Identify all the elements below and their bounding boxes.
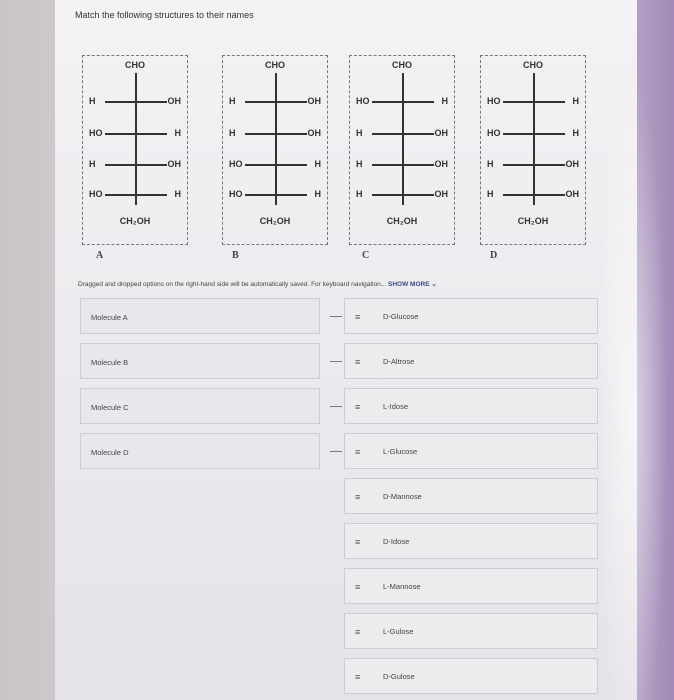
draggable-option[interactable] xyxy=(344,523,598,559)
match-row xyxy=(80,613,596,651)
stereocenter-bond xyxy=(105,194,167,196)
left-substituent: HO xyxy=(89,128,103,138)
draggable-option[interactable] xyxy=(344,478,598,514)
right-substituent: OH xyxy=(434,189,448,199)
draggable-option[interactable] xyxy=(344,388,598,424)
match-row xyxy=(80,298,596,336)
left-substituent: H xyxy=(89,96,96,106)
aldehyde-group: CHO xyxy=(392,60,412,70)
draggable-option[interactable] xyxy=(344,343,598,379)
right-substituent: OH xyxy=(565,189,579,199)
right-substituent: H xyxy=(174,128,181,138)
match-row xyxy=(80,433,596,471)
match-row xyxy=(80,343,596,381)
match-row xyxy=(80,523,596,561)
right-substituent: OH xyxy=(434,159,448,169)
connector-line xyxy=(330,406,342,407)
draggable-option[interactable] xyxy=(344,658,598,694)
right-substituent: OH xyxy=(167,159,181,169)
drag-handle-icon[interactable]: ≡ xyxy=(355,402,360,412)
option-label: D-Mannose xyxy=(383,492,422,501)
match-row xyxy=(80,568,596,606)
stereocenter-bond xyxy=(372,101,434,103)
draggable-option[interactable] xyxy=(344,613,598,649)
option-label: D-Gulose xyxy=(383,672,415,681)
drop-target[interactable]: Molecule C xyxy=(80,388,320,424)
left-substituent: H xyxy=(487,159,494,169)
drag-handle-icon[interactable]: ≡ xyxy=(355,492,360,502)
right-substituent: H xyxy=(572,128,579,138)
fischer-projection-d xyxy=(480,55,586,245)
stereocenter-bond xyxy=(105,164,167,166)
carbon-backbone xyxy=(402,73,404,205)
structure-letter: D xyxy=(490,250,498,261)
structure-letter: B xyxy=(232,250,239,261)
structure-letter: C xyxy=(362,250,370,261)
stereocenter-bond xyxy=(503,164,565,166)
match-row xyxy=(80,388,596,426)
right-substituent: H xyxy=(314,189,321,199)
left-substituent: H xyxy=(356,159,363,169)
right-substituent: H xyxy=(314,159,321,169)
right-substituent: OH xyxy=(167,96,181,106)
stereocenter-bond xyxy=(372,133,434,135)
left-substituent: H xyxy=(356,128,363,138)
background-blur xyxy=(590,0,674,700)
stereocenter-bond xyxy=(372,194,434,196)
hydroxymethyl-group: CH₂OH xyxy=(386,216,418,226)
hydroxymethyl-group: CH₂OH xyxy=(119,216,151,226)
stereocenter-bond xyxy=(245,194,307,196)
left-substituent: H xyxy=(487,189,494,199)
left-substituent: H xyxy=(89,159,96,169)
carbon-backbone xyxy=(275,73,277,205)
stereocenter-bond xyxy=(372,164,434,166)
hydroxymethyl-group: CH₂OH xyxy=(517,216,549,226)
right-substituent: H xyxy=(572,96,579,106)
option-label: L-Idose xyxy=(383,402,409,411)
stereocenter-bond xyxy=(245,164,307,166)
right-substituent: OH xyxy=(565,159,579,169)
stereocenter-bond xyxy=(245,133,307,135)
match-row xyxy=(80,658,596,696)
left-substituent: HO xyxy=(229,189,243,199)
autosave-notice xyxy=(78,280,437,288)
left-substituent: HO xyxy=(487,128,501,138)
draggable-option[interactable] xyxy=(344,433,598,469)
stereocenter-bond xyxy=(105,101,167,103)
autosave-text: Dragged and dropped options on the right-hand side will be automatically saved. For keyboard navigation... xyxy=(78,281,387,288)
option-label: D-Altrose xyxy=(383,357,415,366)
connector-line xyxy=(330,361,342,362)
drop-target[interactable]: Molecule D xyxy=(80,433,320,469)
connector-line xyxy=(330,451,342,452)
option-label: D-Glucose xyxy=(383,312,419,321)
option-label: L-Mannose xyxy=(383,582,421,591)
aldehyde-group: CHO xyxy=(265,60,285,70)
left-substituent: H xyxy=(229,96,236,106)
fischer-projection-a xyxy=(82,55,188,245)
left-substituent: HO xyxy=(356,96,370,106)
stereocenter-bond xyxy=(245,101,307,103)
drag-handle-icon[interactable]: ≡ xyxy=(355,357,360,367)
stereocenter-bond xyxy=(503,194,565,196)
right-substituent: H xyxy=(174,189,181,199)
drop-target[interactable]: Molecule A xyxy=(80,298,320,334)
right-substituent: OH xyxy=(434,128,448,138)
structure-letter: A xyxy=(96,250,104,261)
left-substituent: H xyxy=(356,189,363,199)
question-prompt: Match the following structures to their names xyxy=(75,10,254,20)
right-substituent: H xyxy=(441,96,448,106)
stereocenter-bond xyxy=(503,101,565,103)
drag-handle-icon[interactable]: ≡ xyxy=(355,627,360,637)
left-substituent: H xyxy=(229,128,236,138)
stereocenter-bond xyxy=(503,133,565,135)
hydroxymethyl-group: CH₂OH xyxy=(259,216,291,226)
aldehyde-group: CHO xyxy=(523,60,543,70)
show-more-link[interactable]: SHOW MORE ⌄ xyxy=(388,281,437,288)
fischer-projection-b xyxy=(222,55,328,245)
aldehyde-group: CHO xyxy=(125,60,145,70)
drag-handle-icon[interactable]: ≡ xyxy=(355,447,360,457)
drag-handle-icon[interactable]: ≡ xyxy=(355,537,360,547)
connector-line xyxy=(330,316,342,317)
stereocenter-bond xyxy=(105,133,167,135)
carbon-backbone xyxy=(135,73,137,205)
drag-handle-icon[interactable]: ≡ xyxy=(355,312,360,322)
carbon-backbone xyxy=(533,73,535,205)
fischer-projection-c xyxy=(349,55,455,245)
drop-target[interactable]: Molecule B xyxy=(80,343,320,379)
option-label: L-Gulose xyxy=(383,627,414,636)
right-substituent: OH xyxy=(307,128,321,138)
drag-handle-icon[interactable]: ≡ xyxy=(355,672,360,682)
option-label: L-Glucose xyxy=(383,447,418,456)
drag-handle-icon[interactable]: ≡ xyxy=(355,582,360,592)
match-row xyxy=(80,478,596,516)
left-substituent: HO xyxy=(229,159,243,169)
draggable-option[interactable] xyxy=(344,568,598,604)
right-substituent: OH xyxy=(307,96,321,106)
left-substituent: HO xyxy=(487,96,501,106)
draggable-option[interactable] xyxy=(344,298,598,334)
option-label: D-Idose xyxy=(383,537,410,546)
left-substituent: HO xyxy=(89,189,103,199)
